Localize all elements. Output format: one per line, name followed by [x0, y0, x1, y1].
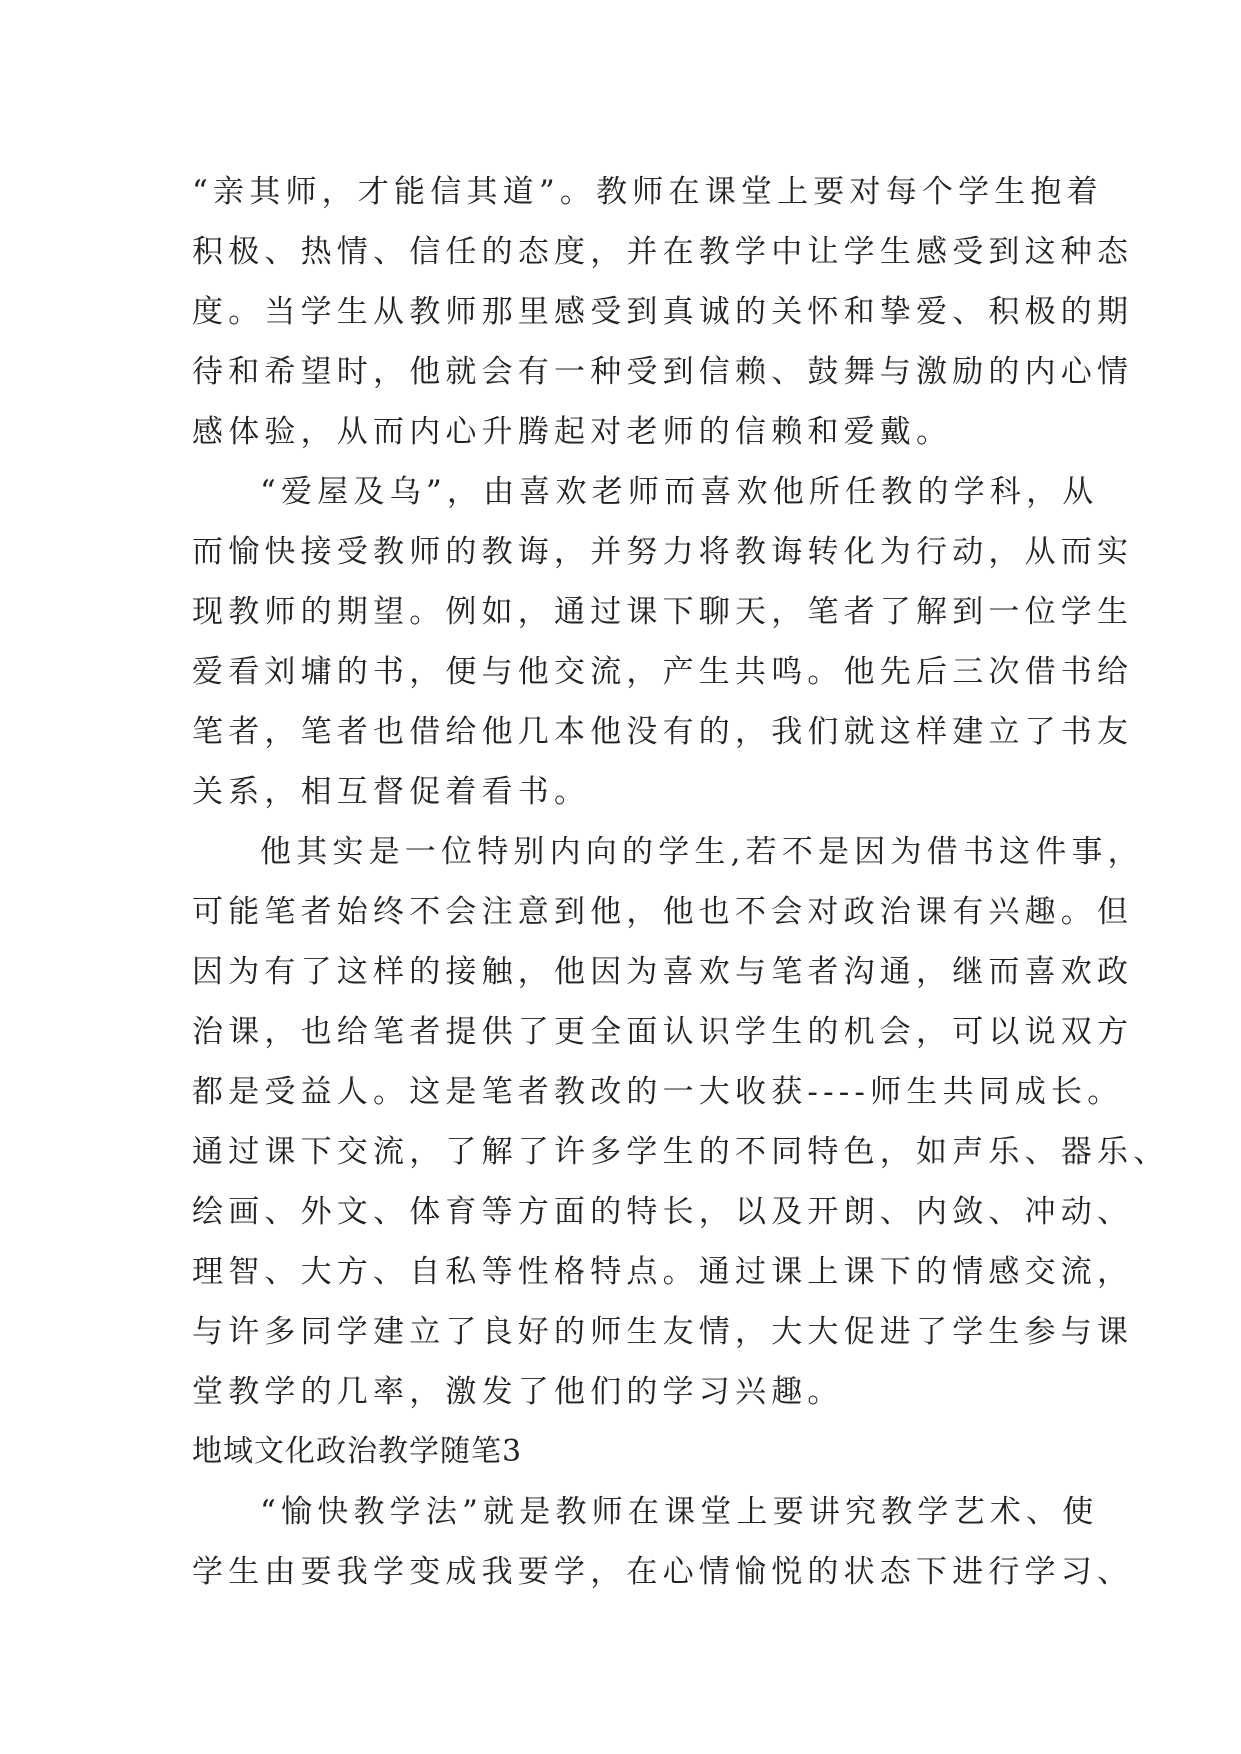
text-line: 积极、热情、信任的态度，并在教学中让学生感受到这种态 — [192, 234, 1134, 270]
document-body — [192, 162, 1170, 1602]
text-line: 待和希望时，他就会有一种受到信赖、鼓舞与激励的内心情 — [192, 354, 1134, 390]
paragraph-first-line: 他其实是一位特别内向的学生,若不是因为借书这件事， — [260, 834, 1144, 870]
text-line: 感体验，从而内心升腾起对老师的信赖和爱戴。 — [192, 414, 953, 450]
text-line: 因为有了这样的接触，他因为喜欢与笔者沟通，继而喜欢政 — [192, 954, 1134, 990]
text-line: 与许多同学建立了良好的师生友情，大大促进了学生参与课 — [192, 1314, 1134, 1350]
text-line: 理智、大方、自私等性格特点。通过课上课下的情感交流， — [192, 1254, 1134, 1290]
paragraph-first-line: “愉快教学法”就是教师在课堂上要讲究教学艺术、使 — [260, 1494, 1099, 1530]
text-line: 通过课下交流，了解了许多学生的不同特色，如声乐、器乐、 — [192, 1134, 1170, 1170]
text-line: “亲其师，才能信其道”。教师在课堂上要对每个学生抱着 — [192, 174, 1103, 210]
text-line: 笔者，笔者也借给他几本他没有的，我们就这样建立了书友 — [192, 714, 1134, 750]
text-line: 关系，相互督促着看书。 — [192, 774, 591, 810]
text-line: 都是受益人。这是笔者教改的一大收获----师生共同成长。 — [192, 1074, 1124, 1110]
section-heading: 地域文化政治教学随笔3 — [192, 1434, 523, 1469]
text-line: 爱看刘墉的书，便与他交流，产生共鸣。他先后三次借书给 — [192, 654, 1134, 690]
text-line: 学生由要我学变成我要学，在心情愉悦的状态下进行学习、 — [192, 1554, 1134, 1590]
text-line: 现教师的期望。例如，通过课下聊天，笔者了解到一位学生 — [192, 594, 1134, 630]
text-line: 可能笔者始终不会注意到他，他也不会对政治课有兴趣。但 — [192, 894, 1134, 930]
paragraph-first-line: “爱屋及乌”，由喜欢老师而喜欢他所任教的学科，从 — [260, 474, 1099, 510]
text-line: 治课，也给笔者提供了更全面认识学生的机会，可以说双方 — [192, 1014, 1134, 1050]
text-line: 绘画、外文、体育等方面的特长，以及开朗、内敛、冲动、 — [192, 1194, 1134, 1230]
text-line: 堂教学的几率，激发了他们的学习兴趣。 — [192, 1374, 844, 1410]
text-line: 度。当学生从教师那里感受到真诚的关怀和挚爱、积极的期 — [192, 294, 1134, 330]
text-line: 而愉快接受教师的教诲，并努力将教诲转化为行动，从而实 — [192, 534, 1134, 570]
